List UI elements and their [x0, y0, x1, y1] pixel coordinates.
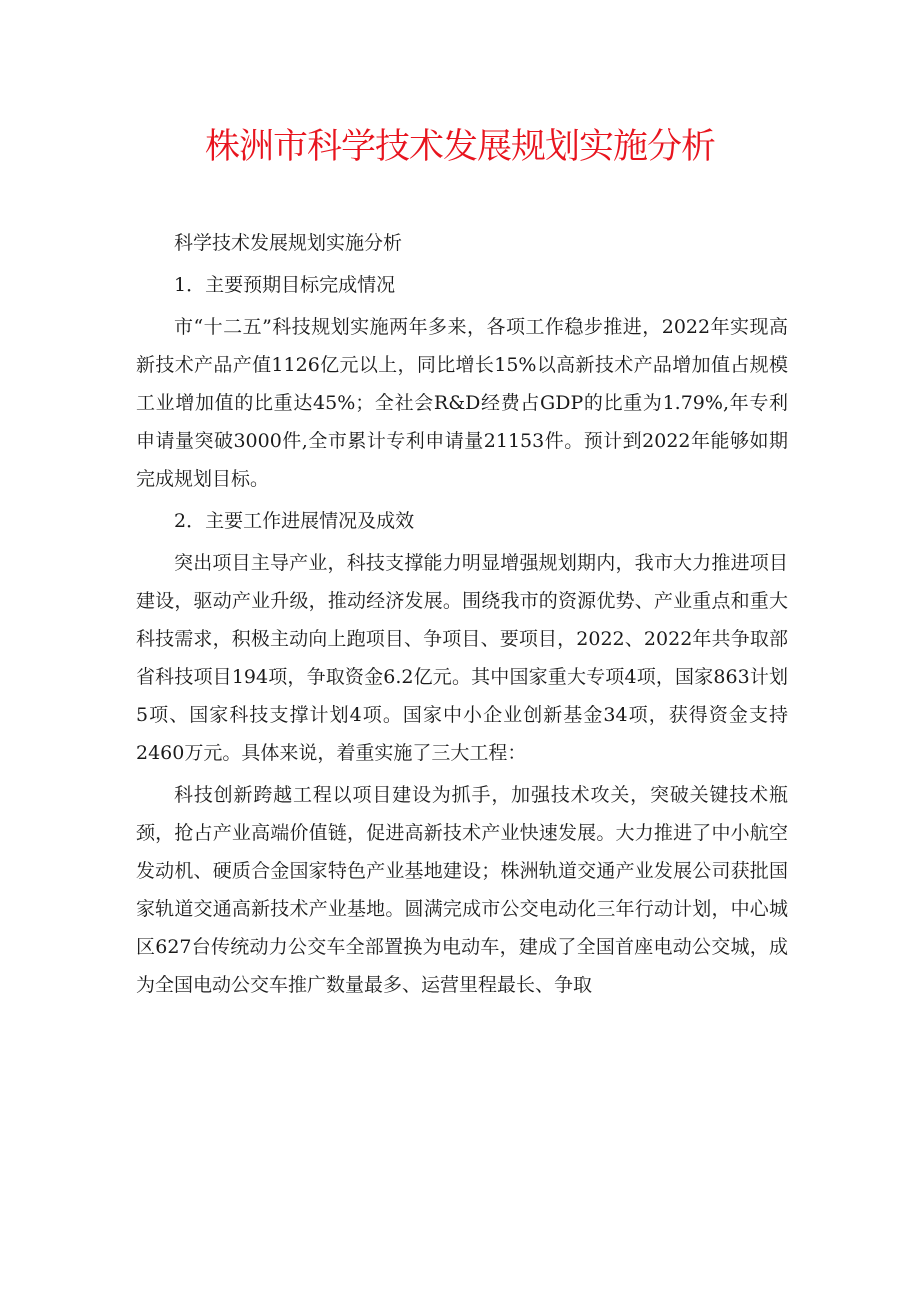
section-heading-2: 2．主要工作进展情况及成效	[174, 510, 415, 532]
document-body	[136, 224, 788, 1004]
section-2-paragraph-2: 科技创新跨越工程以项目建设为抓手，加强技术攻关，突破关键技术瓶颈，抢占产业高端价值链，促进高新技术产业快速发展。大力推进了中小航空发动机、硬质合金国家特色产业基地建设；株洲轨道交通产业发展公司获批国家轨道交通高新技术产业基地。圆满完成市公交电动化三年行动计划，中心城区627台传统动力公交车全部置换为电动车，建成了全国首座电动公交城，成为全国电动公交车推广数量最多、运营里程最长、争取	[136, 784, 788, 996]
section-heading-1: 1．主要预期目标完成情况	[174, 274, 396, 296]
document-subtitle: 科学技术发展规划实施分析	[174, 232, 403, 254]
section-2-paragraph-1: 突出项目主导产业，科技支撑能力明显增强规划期内，我市大力推进项目建设，驱动产业升级，推动经济发展。围绕我市的资源优势、产业重点和重大科技需求，积极主动向上跑项目、争项目、要项目，2022、2022年共争取部省科技项目194项，争取资金6.2亿元。其中国家重大专项4项，国家863计划5项、国家科技支撑计划4项。国家中小企业创新基金34项，获得资金支持2460万元。具体来说，着重实施了三大工程：	[136, 552, 788, 764]
section-1-paragraph: 市“十二五”科技规划实施两年多来，各项工作稳步推进，2022年实现高新技术产品产值1126亿元以上，同比增长15%以高新技术产品增加值占规模工业增加值的比重达45%；全社会R&D经费占GDP的比重为1.79%,年专利申请量突破3000件,全市累计专利申请量21153件。预计到2022年能够如期完成规划目标。	[136, 316, 788, 490]
document-title: 株洲市科学技术发展规划实施分析	[204, 127, 715, 167]
